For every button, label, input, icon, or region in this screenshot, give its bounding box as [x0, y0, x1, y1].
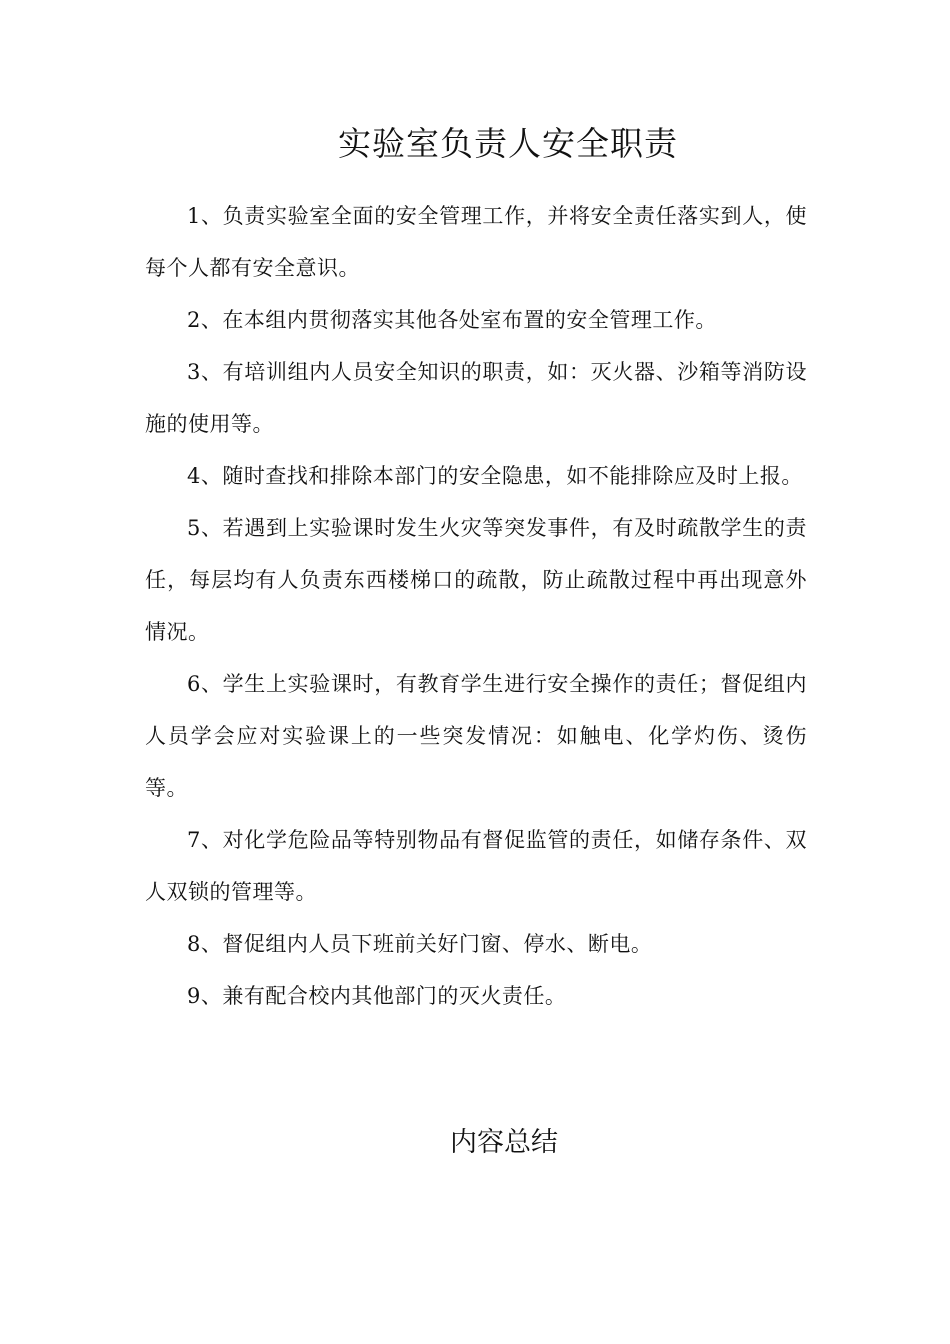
paragraph-7: 7、对化学危险品等特别物品有督促监管的责任，如储存条件、双人双锁的管理等。	[145, 828, 807, 904]
paragraph-9: 9、兼有配合校内其他部门的灭火责任。	[187, 984, 567, 1008]
paragraph-4: 4、随时查找和排除本部门的安全隐患，如不能排除应及时上报。	[187, 464, 803, 488]
paragraph-2: 2、在本组内贯彻落实其他各处室布置的安全管理工作。	[187, 308, 717, 332]
paragraph-6: 6、学生上实验课时，有教育学生进行安全操作的责任；督促组内人员学会应对实验课上的一些突发情况：如触电、化学灼伤、烫伤等。	[145, 672, 807, 800]
paragraph-8: 8、督促组内人员下班前关好门窗、停水、断电。	[187, 932, 653, 956]
document-body	[145, 190, 807, 1022]
document-title: 实验室负责人安全职责	[338, 124, 678, 163]
paragraph-1: 1、负责实验室全面的安全管理工作，并将安全责任落实到人，使每个人都有安全意识。	[145, 204, 807, 280]
paragraph-3: 3、有培训组内人员安全知识的职责，如：灭火器、沙箱等消防设施的使用等。	[145, 360, 807, 436]
summary-heading: 内容总结	[450, 1127, 558, 1158]
paragraph-5: 5、若遇到上实验课时发生火灾等突发事件，有及时疏散学生的责任，每层均有人负责东西楼梯口的疏散，防止疏散过程中再出现意外情况。	[145, 516, 807, 644]
